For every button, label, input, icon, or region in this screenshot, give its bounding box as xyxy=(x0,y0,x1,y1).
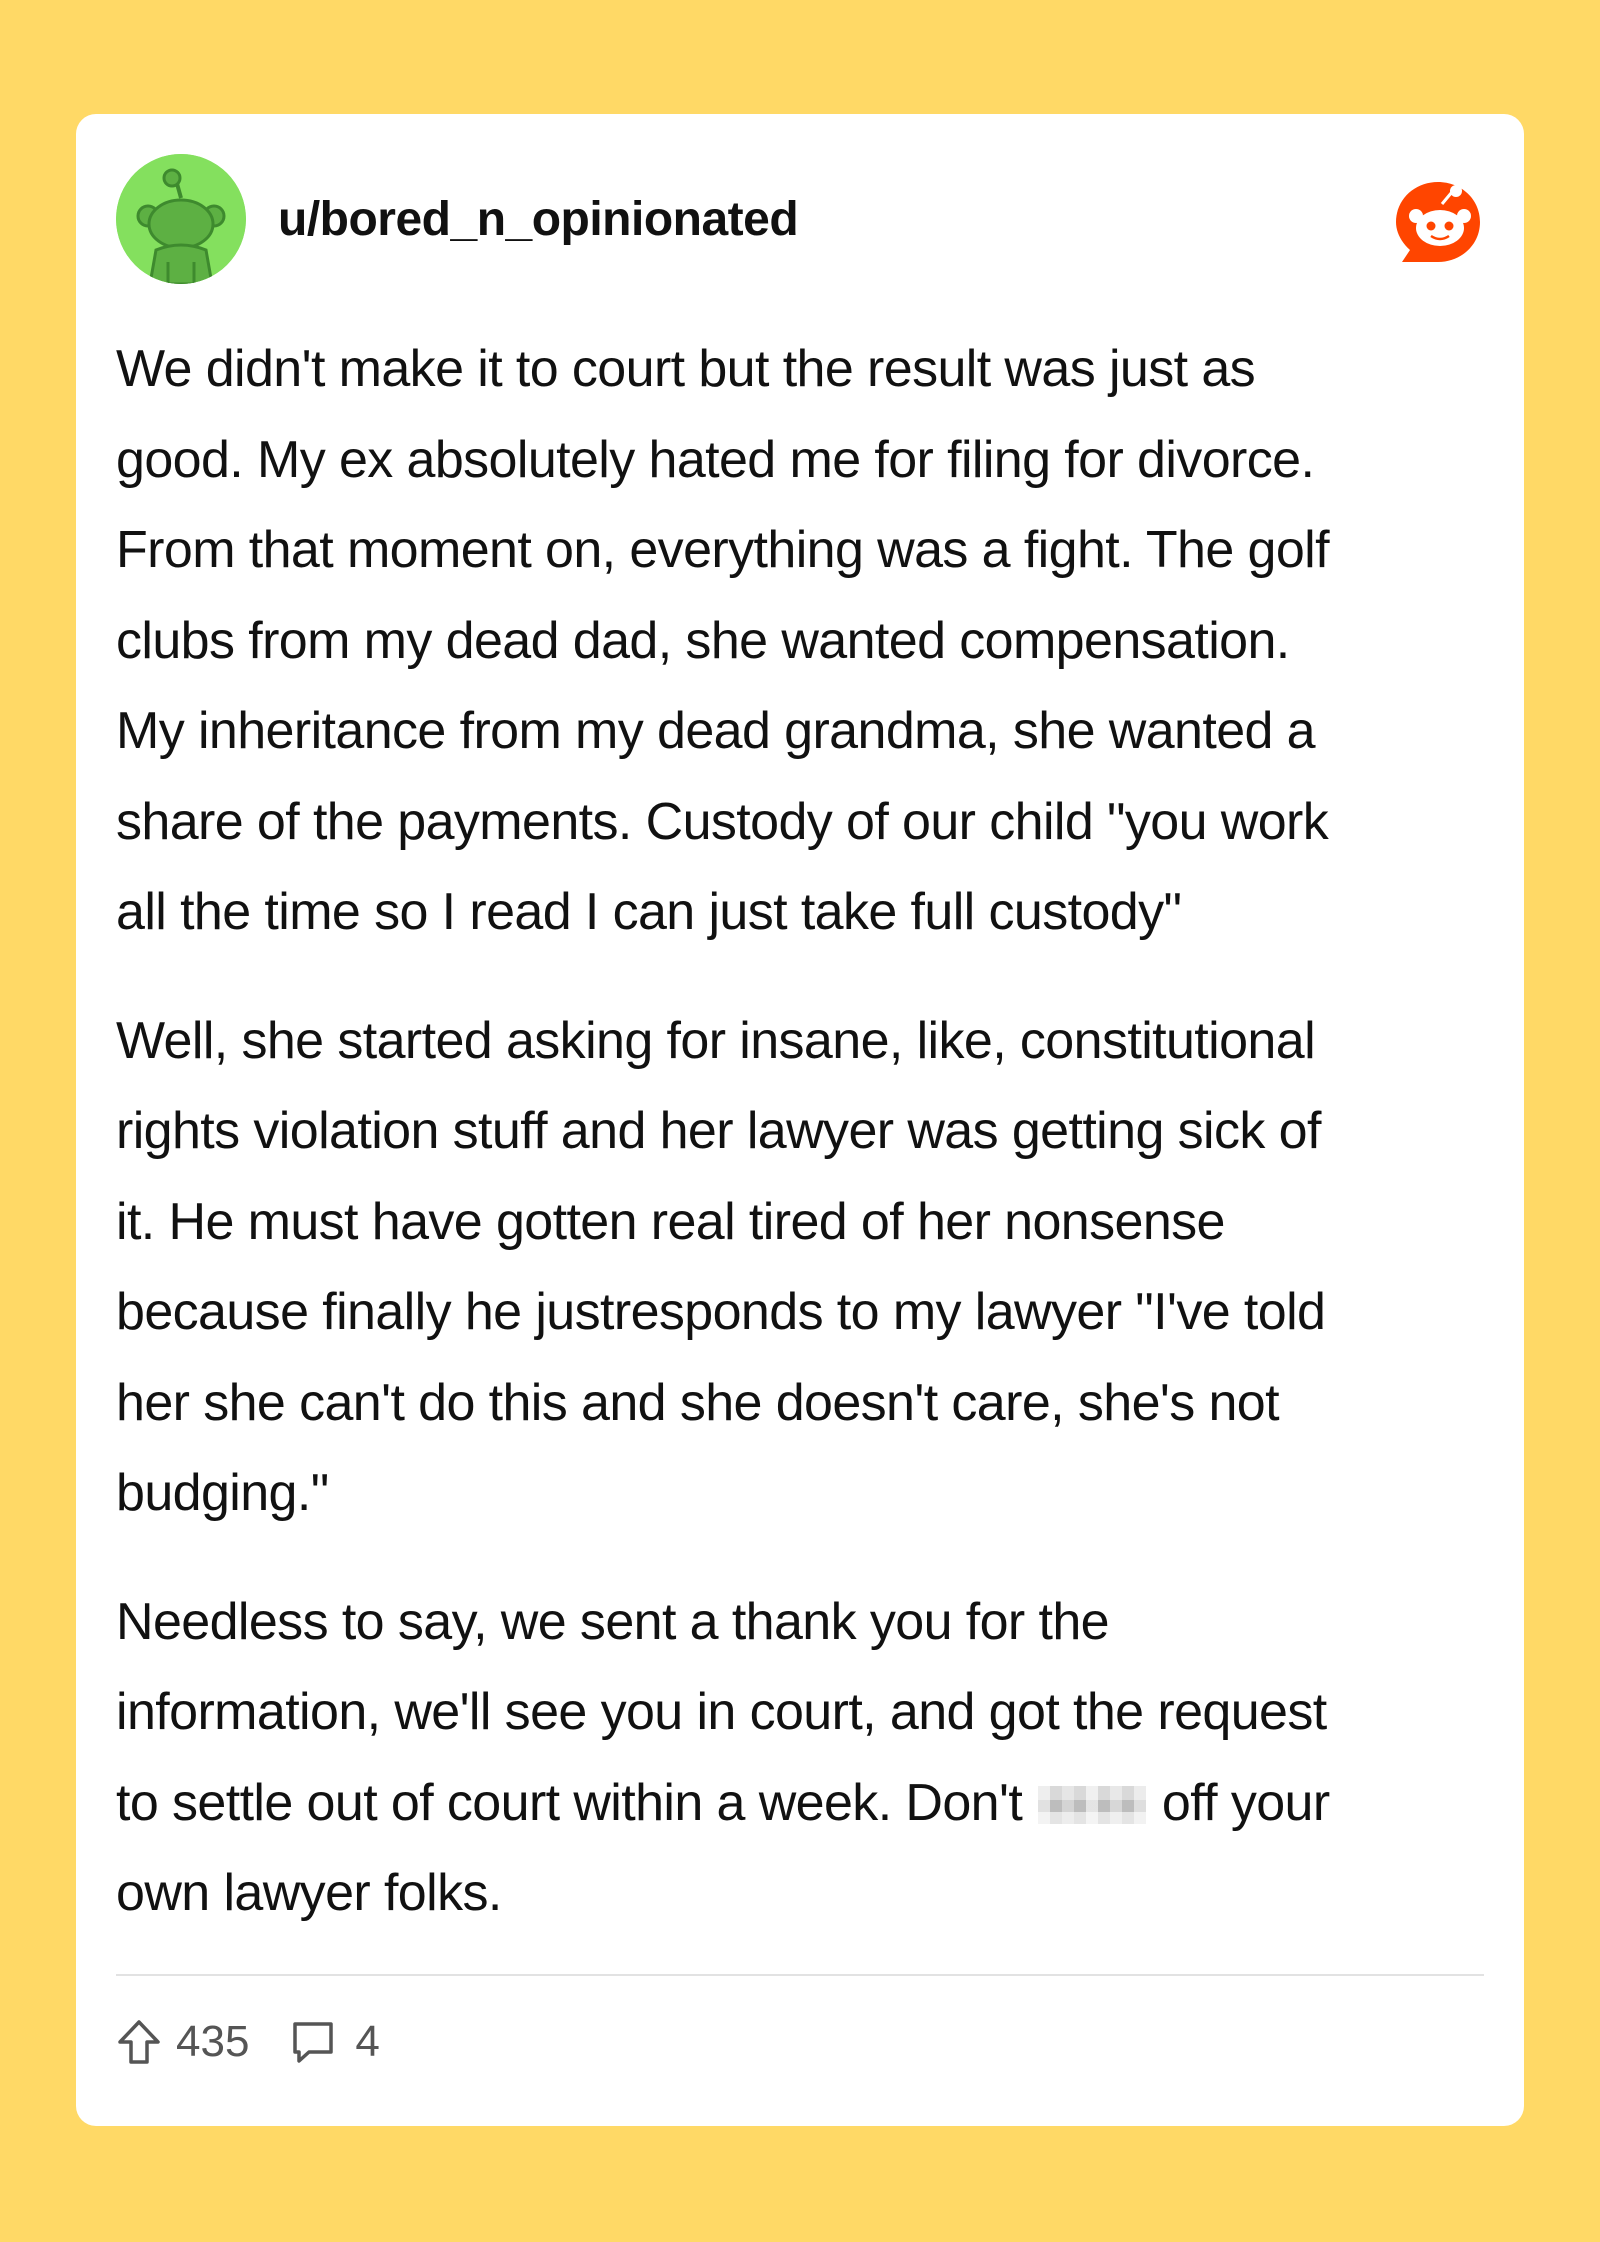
text-line: information, we'll see you in court, and got the request xyxy=(116,1683,1327,1741)
username[interactable]: u/bored_n_opinionated xyxy=(278,193,799,246)
avatar[interactable] xyxy=(116,154,246,284)
text-line: good. My ex absolutely hated me for filing for divorce. xyxy=(116,430,1315,489)
text-line: clubs from my dead dad, she wanted compensation. xyxy=(116,611,1290,670)
post-footer xyxy=(116,2012,380,2072)
paragraph-2 xyxy=(116,996,1496,1539)
upvote-group[interactable] xyxy=(116,2017,249,2067)
text-line: We didn't make it to court but the result was just as xyxy=(116,340,1256,398)
text-segment: to settle out of court within a week. Don't xyxy=(116,1773,1023,1832)
text-line: share of the payments. Custody of our child "you work xyxy=(116,792,1329,851)
post-header xyxy=(116,154,1484,284)
text-line: own lawyer folks. xyxy=(116,1864,502,1922)
text-line: it. He must have gotten real tired of her nonsense xyxy=(116,1192,1225,1251)
text-line: all the time so I read I can just take full custody" xyxy=(116,883,1182,941)
text-line: From that moment on, everything was a fight. The golf xyxy=(116,521,1329,579)
text-line: Well, she started asking for insane, like, constitutional xyxy=(116,1011,1316,1070)
comment-bubble-icon[interactable] xyxy=(289,2018,337,2066)
post-card xyxy=(76,114,1524,2126)
divider xyxy=(116,1974,1484,1976)
text-line: rights violation stuff and her lawyer was getting sick of xyxy=(116,1102,1321,1160)
text-line: her she can't do this and she doesn't care, she's not xyxy=(116,1373,1279,1432)
paragraph-1 xyxy=(116,324,1496,958)
reddit-logo-icon xyxy=(1392,178,1484,270)
text-line: Needless to say, we sent a thank you for the xyxy=(116,1592,1109,1651)
text-line-censored xyxy=(116,1758,1496,1849)
upvote-count: 435 xyxy=(176,2017,250,2066)
upvote-arrow-icon[interactable] xyxy=(116,2018,162,2066)
post-body xyxy=(116,324,1496,1939)
censored-word-pixelation xyxy=(1038,1786,1146,1824)
text-line: budging." xyxy=(116,1464,329,1522)
text-line: because finally he justresponds to my lawyer "I've told xyxy=(116,1283,1326,1341)
text-segment: off your xyxy=(1161,1773,1330,1832)
comment-group[interactable] xyxy=(289,2017,379,2067)
paragraph-3 xyxy=(116,1577,1496,1939)
snoo-avatar-icon xyxy=(116,154,246,284)
text-line: My inheritance from my dead grandma, she wanted a xyxy=(116,702,1315,760)
comment-count: 4 xyxy=(355,2017,380,2066)
